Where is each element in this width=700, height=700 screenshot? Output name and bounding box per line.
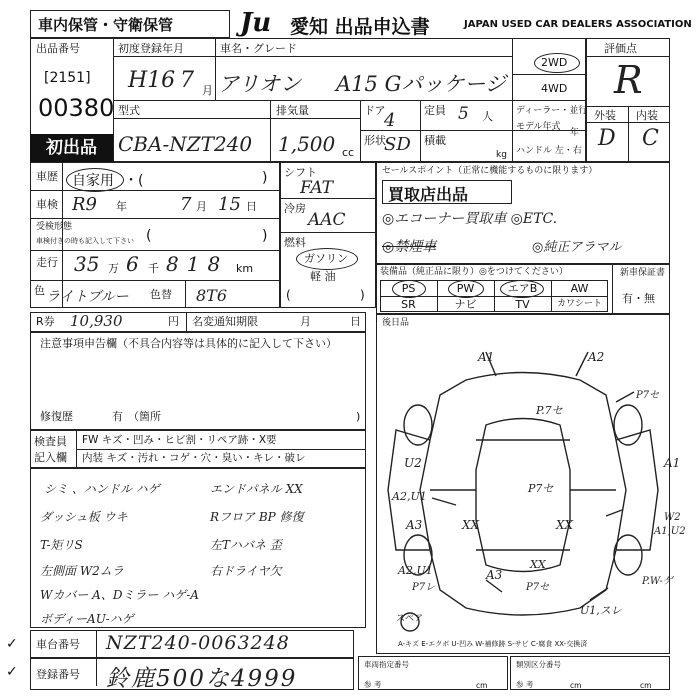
fuel-label: 燃料	[284, 236, 306, 249]
damage-mark: U1,スレ	[580, 604, 622, 617]
first-listing-badge: 初出品	[30, 134, 113, 162]
capacity-unit: 人	[482, 110, 493, 123]
mileage-sen: 6	[126, 252, 139, 276]
remark-line: 左Tハバネ 歪	[210, 538, 282, 552]
warranty-value: 有・無	[622, 292, 655, 305]
deadline-month: 月	[300, 315, 311, 328]
damage-mark: A1,U2	[654, 526, 686, 537]
deadline-day: 日	[350, 315, 361, 328]
diagram-label: 後日品	[382, 318, 410, 328]
classification-cm: cm	[640, 681, 652, 690]
damage-mark: U2	[404, 456, 422, 470]
damage-legend: A-キズ E-エクボ U-凹み W-補修跡 S-サビ C-腐食 XX-交換済	[398, 640, 588, 648]
lot-number: 00380	[38, 94, 115, 122]
equip-ps: PS	[401, 282, 416, 295]
damage-mark: A1	[664, 456, 681, 470]
classification-cm: cm	[570, 681, 582, 690]
damage-mark: P7セ	[526, 582, 550, 593]
equip-aw: AW	[570, 282, 589, 295]
designation-sub: 参 考	[364, 680, 382, 689]
registration-year: H16	[128, 68, 176, 93]
acceptance-note: 車検付きの時も記入して下さい	[36, 237, 134, 245]
shift-label: シフト	[284, 166, 317, 179]
remark-line: ダッシュ板 ウキ	[40, 510, 128, 524]
classification-label: 類別区分番号	[516, 660, 561, 669]
mileage-sen-unit: 千	[148, 262, 159, 275]
damage-mark: A3	[406, 518, 423, 532]
inspector-row1: FW キズ・凹み・ヒビ割・リペア跡・X要	[82, 434, 277, 446]
equip-tv: TV	[515, 298, 530, 311]
recycle-label: R券	[36, 315, 55, 328]
repair-suffix: （箇所	[128, 410, 161, 423]
doors-value: 4	[384, 110, 396, 131]
designation-label: 車両指定番号	[364, 660, 409, 669]
registration-month: 7	[180, 68, 194, 93]
inspection-era: R9	[72, 194, 98, 215]
interior-grade: C	[642, 126, 659, 151]
car-name: アリオン	[218, 72, 301, 96]
displacement-value: 1,500	[278, 132, 336, 156]
inspector-label: 検査員	[34, 435, 67, 448]
remark-line: 左側面 W2ムラ	[40, 564, 124, 578]
exterior-label: 外装	[594, 109, 616, 122]
deadline-label: 名変通知期限	[192, 315, 258, 328]
body-type-label: 形状	[364, 134, 386, 147]
load-unit: kg	[496, 150, 507, 160]
shift-value: FAT	[300, 178, 334, 198]
damage-mark: A2	[588, 350, 605, 364]
fuel-light-oil: 軽 油	[310, 270, 336, 283]
sales-point-line1: ◎エコーナー買取車 ◎ETC.	[382, 211, 558, 227]
mileage-man-unit: 万	[108, 262, 119, 275]
equip-leather: カワシート	[556, 299, 602, 309]
storage-label: 車内保管・守衛保管	[38, 16, 174, 34]
remark-line: エンドパネル XX	[210, 482, 303, 496]
check-mark: ✓	[6, 664, 18, 680]
color-code: 8T6	[196, 286, 228, 305]
model-year-label: モデル年式	[516, 122, 561, 132]
sales-point-label: セールスポイント（正常に機能するものに限ります）	[382, 166, 598, 176]
damage-mark: P7レ	[412, 582, 436, 593]
inspection-day: 15	[218, 194, 241, 215]
plate-label: 登録番号	[36, 668, 80, 681]
inspector-row2: 内装 キズ・汚れ・コゲ・穴・臭い・キレ・破レ	[82, 452, 306, 464]
damage-mark: XX	[556, 518, 574, 532]
inspector-label2: 記入欄	[34, 451, 67, 464]
plate-number: 鈴鹿500な4999	[106, 666, 298, 692]
displacement-label: 排気量	[276, 104, 309, 117]
recycle-value: 10,930	[70, 312, 123, 330]
interior-label: 内装	[636, 109, 658, 122]
damage-mark: P7セ	[636, 390, 660, 401]
inspection-label: 車検	[36, 198, 58, 211]
association-name: JAPAN USED CAR DEALERS ASSOCIATION	[464, 19, 692, 30]
inspection-month-unit: 月	[196, 200, 207, 213]
rating-value: R	[614, 58, 643, 102]
equipment-label: 装備品（純正品に限り）◎をつけてください）	[380, 267, 568, 277]
lot-label: 出品番号	[36, 42, 80, 55]
mileage-man: 35	[74, 252, 100, 276]
car-name-label: 車名・グレード	[220, 42, 297, 55]
body-type-value: SD	[384, 134, 411, 155]
classification-sub: 参 考	[516, 680, 534, 689]
model-label: 型式	[118, 104, 140, 117]
notes-label: 注意事項申告欄（不具合内容等は具体的に記入して下さい）	[40, 337, 337, 350]
usage-value: 自家用	[72, 173, 114, 189]
inspection-month: 7	[180, 194, 192, 215]
damage-mark: P.W-ゲ	[642, 576, 673, 587]
mileage-label: 走行	[36, 256, 58, 269]
chassis-label: 車台番号	[36, 638, 80, 651]
color-value: ライトブルー	[46, 289, 129, 305]
repair-label: 修復歴	[40, 410, 73, 423]
spare-tire-label: スペア	[396, 614, 424, 624]
ac-label: 冷房	[284, 202, 306, 215]
registration-label: 初度登録年月	[118, 42, 184, 55]
capacity-value: 5	[458, 104, 469, 124]
equip-sr: SR	[401, 298, 416, 311]
warranty-label: 新車保証書	[620, 268, 666, 278]
load-label: 積載	[424, 134, 446, 147]
equip-navi: ナビ	[454, 298, 477, 311]
damage-mark: A1	[478, 350, 495, 364]
acceptance-label: 受検形態	[36, 222, 73, 232]
damage-mark: A2,U1	[398, 564, 433, 577]
damage-mark: P7セ	[528, 482, 554, 495]
model-code: CBA-NZT240	[118, 132, 253, 156]
handle-label: ハンドル 左・右	[516, 146, 582, 156]
sales-point-line2b: ◎純正アラマル	[532, 240, 622, 255]
chassis-number: NZT240-0063248	[106, 632, 290, 654]
fuel-gasoline: ガソリン	[304, 252, 348, 265]
registration-month-unit: 月	[202, 84, 213, 97]
form-title: 愛知 出品申込書	[290, 16, 430, 38]
remark-line: Rフロア BP 修復	[210, 510, 304, 524]
usage-label: 車歴	[36, 170, 58, 183]
lot-bracket-number: [2151]	[44, 70, 91, 86]
designation-cm: cm	[476, 681, 488, 690]
dealer-label: ディーラー・並行	[516, 106, 588, 116]
check-mark: ✓	[6, 636, 18, 652]
buyback-badge: 買取店出品	[388, 185, 469, 204]
color-code-label: 色替	[150, 288, 172, 301]
model-year-unit: 年	[570, 128, 580, 138]
damage-mark: A3	[486, 568, 503, 582]
car-grade: A15 Gパッケージ	[336, 72, 506, 96]
recycle-unit: 円	[168, 315, 179, 328]
damage-mark: XX	[462, 518, 480, 532]
remark-line: T-矩リS	[40, 538, 83, 552]
equip-airbag: エアB	[507, 282, 538, 295]
doors-label: ドア	[364, 104, 386, 117]
repair-value: 有	[112, 410, 123, 423]
capacity-label: 定員	[424, 104, 446, 117]
color-label: 色	[34, 284, 45, 297]
sales-point-nonsmoking: ◎禁煙車	[382, 239, 437, 255]
inspection-year-unit: 年	[116, 200, 127, 213]
exterior-grade: D	[598, 126, 616, 151]
drive-2wd: 2WD	[541, 56, 568, 69]
damage-mark: A2,U1	[392, 490, 427, 503]
damage-mark: P.7セ	[536, 404, 563, 417]
remark-line: 右ドライヤ欠	[210, 564, 282, 578]
ju-logo: Ju	[240, 8, 272, 38]
drive-4wd: 4WD	[541, 82, 568, 95]
damage-mark: W2	[664, 512, 681, 523]
remark-line: Wカバー A、Dミラー ハゲ-A	[40, 588, 199, 602]
displacement-unit: cc	[342, 146, 355, 159]
usage-suffix: ・(	[124, 173, 144, 189]
rating-label: 評価点	[604, 42, 637, 55]
inspection-day-unit: 日	[246, 200, 257, 213]
ac-value: AAC	[308, 210, 346, 230]
mileage-unit: km	[236, 262, 254, 275]
damage-mark: XX	[530, 558, 546, 571]
remark-line: ボディーAU-ハゲ	[40, 612, 134, 626]
mileage-rest: 818	[166, 252, 229, 276]
remark-line: シミ 、ハンドル ハゲ	[44, 482, 160, 496]
equip-pw: PW	[456, 282, 475, 295]
